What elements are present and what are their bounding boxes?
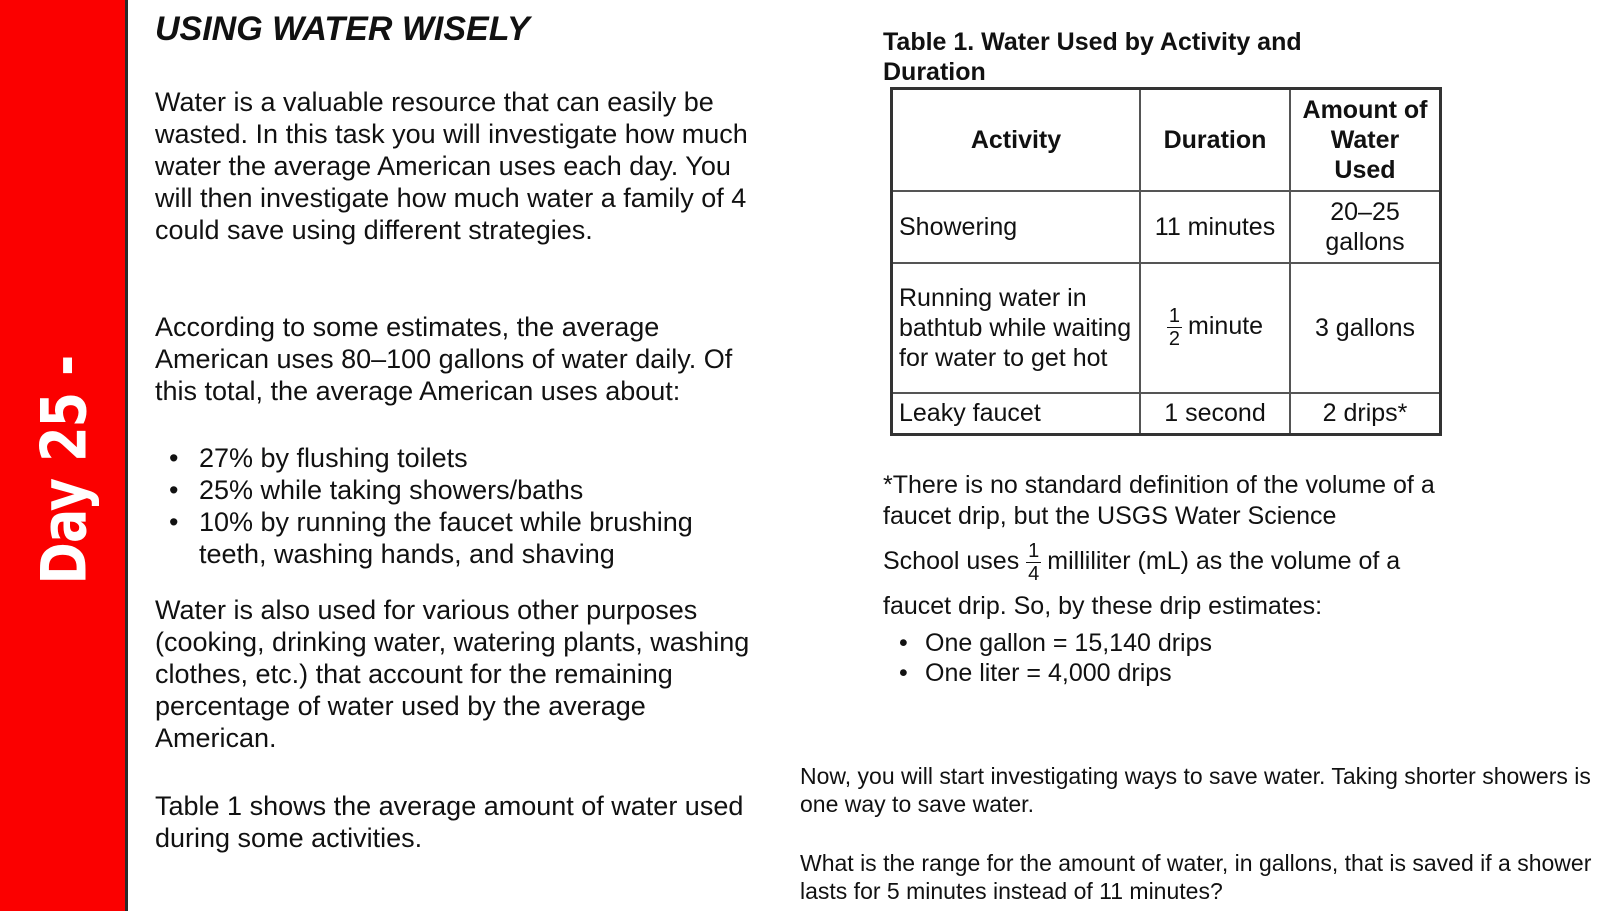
footnote-line: *There is no standard definition of the volume of a faucet drip, but the USGS Water Science bbox=[883, 471, 1435, 530]
duration-unit: minute bbox=[1188, 312, 1264, 341]
table-row bbox=[892, 191, 1441, 263]
list-item: • 27% by flushing toilets bbox=[155, 442, 755, 474]
cell-duration: 1 second bbox=[1140, 393, 1290, 435]
drip-footnote bbox=[883, 470, 1463, 622]
footnote-text: milliliter (mL) as the volume of a bbox=[1047, 547, 1401, 576]
cell-amount: 2 drips* bbox=[1290, 393, 1441, 435]
list-item: • One liter = 4,000 drips bbox=[883, 658, 1212, 688]
footnote-text: School uses bbox=[883, 547, 1020, 576]
intro-paragraph: Water is a valuable resource that can easily be wasted. In this task you will investigate how much water the average American uses each day. You will then investigate how much water a family of 4 could save using different strategies. bbox=[155, 87, 748, 245]
day-label: Day 25 - bbox=[27, 355, 101, 585]
drip-conversion-list bbox=[883, 628, 1212, 688]
investigation-intro: Now, you will start investigating ways to save water. Taking shorter showers is one way to save water. bbox=[800, 763, 1591, 817]
fraction-numerator: 1 bbox=[1168, 305, 1181, 327]
fraction bbox=[1167, 305, 1182, 350]
cell-duration bbox=[1140, 263, 1290, 393]
table-row bbox=[892, 263, 1441, 393]
estimates-paragraph: According to some estimates, the average American uses 80–100 gallons of water daily. Of this total, the average American uses about: bbox=[155, 312, 733, 406]
table-row bbox=[892, 393, 1441, 435]
other-uses-paragraph: Water is also used for various other purposes (cooking, drinking water, watering plants, washing clothes, etc.) that account for the remaining percentage of water used by the average American. bbox=[155, 595, 750, 753]
page-title: USING WATER WISELY bbox=[155, 10, 530, 48]
fraction-denominator: 2 bbox=[1168, 328, 1181, 350]
cell-duration: 11 minutes bbox=[1140, 191, 1290, 263]
table-header-row bbox=[892, 89, 1441, 191]
cell-amount: 20–25 gallons bbox=[1290, 191, 1441, 263]
fraction-denominator: 4 bbox=[1028, 563, 1040, 585]
fraction-numerator: 1 bbox=[1028, 540, 1040, 562]
cell-activity: Leaky faucet bbox=[892, 393, 1141, 435]
footnote-line: faucet drip. So, by these drip estimates: bbox=[883, 592, 1323, 620]
usage-list bbox=[155, 442, 755, 570]
header-activity: Activity bbox=[892, 89, 1141, 191]
list-item: • 25% while taking showers/baths bbox=[155, 474, 755, 506]
water-usage-table bbox=[890, 87, 1442, 436]
list-item: • One gallon = 15,140 drips bbox=[883, 628, 1212, 658]
sidebar-banner bbox=[0, 0, 128, 911]
cell-activity: Showering bbox=[892, 191, 1141, 263]
list-item: • 10% by running the faucet while brushing teeth, washing hands, and shaving bbox=[155, 506, 755, 570]
table-intro-paragraph: Table 1 shows the average amount of water used during some activities. bbox=[155, 791, 744, 853]
header-duration: Duration bbox=[1140, 89, 1290, 191]
cell-activity: Running water in bathtub while waiting for water to get hot bbox=[892, 263, 1141, 393]
cell-amount: 3 gallons bbox=[1290, 263, 1441, 393]
footnote-fraction-line bbox=[883, 540, 1463, 585]
question-text: What is the range for the amount of water, in gallons, that is saved if a shower lasts for 5 minutes instead of 11 minutes? bbox=[800, 850, 1592, 904]
table-caption: Table 1. Water Used by Activity and Duration bbox=[883, 28, 1302, 86]
fraction bbox=[1026, 540, 1041, 585]
header-amount: Amount of Water Used bbox=[1290, 89, 1441, 191]
